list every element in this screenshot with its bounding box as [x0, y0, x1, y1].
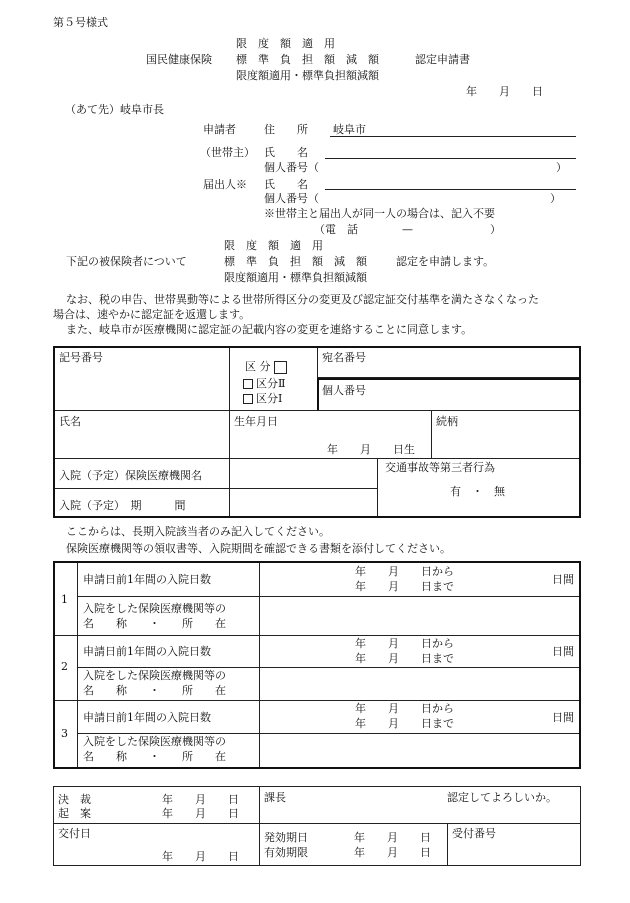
head-personal-no-close: ） — [556, 161, 567, 174]
valid-label: 有効期限 — [264, 846, 308, 859]
addressee: （あて先）岐阜市長 — [65, 103, 164, 116]
kessai-label: 決 裁 — [58, 793, 91, 806]
traffic-label: 交通事故等第三者行為 — [385, 461, 495, 474]
title-line1: 限 度 額 適 用 — [236, 37, 335, 50]
name-label: 氏名 — [59, 415, 81, 428]
kian-date[interactable]: 年 月 日 — [162, 807, 239, 820]
valid-date[interactable]: 年 月 日 — [354, 846, 431, 859]
phone-field[interactable]: （電 話 — ） — [314, 223, 501, 236]
address-value[interactable]: 岐阜市 — [333, 123, 366, 136]
issue-date-label: 交付日 — [58, 827, 91, 840]
title-line2: 標 準 負 担 額 減 額 — [236, 53, 379, 66]
to-2[interactable]: 年 月 日まで — [355, 652, 454, 665]
household-head-label: （世帯主） — [200, 146, 255, 159]
from-2[interactable]: 年 月 日から — [355, 637, 454, 650]
title-line3: 限度額適用・標準負担額減額 — [236, 69, 379, 82]
personal-no-label: 個人番号 — [322, 384, 366, 397]
kubun-checkbox[interactable] — [274, 361, 287, 374]
from-3[interactable]: 年 月 日から — [355, 702, 454, 715]
main-table — [53, 346, 581, 518]
request-line1: 限 度 額 適 用 — [224, 239, 323, 252]
from-1[interactable]: 年 月 日から — [355, 565, 454, 578]
application-date[interactable]: 年 月 日 — [466, 85, 543, 98]
hospital-label: 入院（予定）保険医療機関名 — [59, 469, 202, 482]
title-suffix: 認定申請書 — [415, 53, 470, 66]
effective-date[interactable]: 年 月 日 — [354, 831, 431, 844]
days-unit-3: 日間 — [552, 711, 574, 724]
submitter-personal-no-label: 個人番号（ — [264, 192, 319, 205]
title-prefix: 国民健康保険 — [146, 53, 212, 66]
request-left: 下記の被保険者について — [66, 255, 187, 268]
traffic-yes-no[interactable]: 有 ・ 無 — [450, 485, 505, 498]
head-name-label: 氏 名 — [264, 146, 308, 159]
days-label-1: 申請日前1年間の入院日数 — [83, 573, 211, 586]
days-label-2: 申請日前1年間の入院日数 — [83, 645, 211, 658]
approval-table — [53, 786, 581, 866]
inst-line1-1: 入院をした保険医療機関等の — [83, 602, 226, 615]
long-stay-note-2: 保険医療機関等の領収書等、入院期間を確認できる書類を添付してください。 — [66, 542, 451, 555]
kian-label: 起 案 — [58, 807, 91, 820]
row-number-3: 3 — [61, 727, 68, 740]
row-number-1: 1 — [61, 593, 68, 606]
birth-label: 生年月日 — [234, 415, 278, 428]
inst-line1-2: 入院をした保険医療機関等の — [83, 669, 226, 682]
inst-line1-3: 入院をした保険医療機関等の — [83, 735, 226, 748]
long-stay-note-1: ここからは、長期入院該当者のみ記入してください。 — [66, 525, 330, 538]
kubun2-option[interactable] — [243, 377, 285, 391]
kubun1-checkbox[interactable] — [243, 394, 253, 404]
long-stay-table — [53, 561, 581, 769]
kacho-label: 課長 — [264, 791, 286, 804]
submitter-name-field[interactable] — [325, 189, 576, 190]
paragraph-3: また、岐阜市が医療機関に認定証の記載内容の変更を連絡することに同意します。 — [66, 323, 473, 336]
request-line2: 標 準 負 担 額 減 額 — [224, 255, 367, 268]
record-no-label: 記号番号 — [59, 351, 103, 364]
kubun2-checkbox[interactable] — [243, 379, 253, 389]
head-name-field[interactable] — [325, 158, 576, 159]
effective-label: 発効期日 — [264, 831, 308, 844]
paragraph-1: なお、税の申告、世帯異動等による世帯所得区分の変更及び認定証交付基準を満たさなくなった — [66, 293, 539, 306]
kubun-label — [245, 360, 287, 374]
approve-text: 認定してよろしいか。 — [447, 791, 557, 804]
kubun2-label: 区分Ⅱ — [256, 377, 286, 390]
to-1[interactable]: 年 月 日まで — [355, 580, 454, 593]
submitter-label: 届出人※ — [203, 178, 247, 191]
row-number-2: 2 — [61, 660, 68, 673]
kubun1-label: 区分Ⅰ — [256, 392, 283, 405]
applicant-label: 申請者 — [203, 123, 236, 136]
submitter-personal-no-close: ） — [550, 192, 561, 205]
paragraph-2: 場合は、速やかに認定証を返還します。 — [53, 308, 251, 321]
days-label-3: 申請日前1年間の入院日数 — [83, 711, 211, 724]
submitter-name-label: 氏 名 — [264, 178, 308, 191]
inst-line2-3: 名 称 ・ 所 在 — [83, 750, 226, 763]
to-3[interactable]: 年 月 日まで — [355, 717, 454, 730]
request-line3: 限度額適用・標準負担額減額 — [224, 271, 367, 284]
period-label: 入院（予定） 期 間 — [59, 499, 186, 512]
receipt-label: 受付番号 — [452, 827, 496, 840]
form-number: 第５号様式 — [53, 16, 108, 29]
kubun-text: 区 分 — [245, 360, 271, 373]
address-label: 住 所 — [264, 123, 308, 136]
birth-ymd[interactable]: 年 月 日生 — [327, 443, 415, 456]
inst-line2-2: 名 称 ・ 所 在 — [83, 684, 226, 697]
days-unit-2: 日間 — [552, 645, 574, 658]
address-underline — [330, 136, 576, 137]
kessai-date[interactable]: 年 月 日 — [162, 793, 239, 806]
issue-date[interactable]: 年 月 日 — [162, 850, 239, 863]
head-personal-no-label: 個人番号（ — [264, 161, 319, 174]
relation-label: 続柄 — [436, 415, 458, 428]
request-suffix: 認定を申請します。 — [396, 255, 495, 268]
submitter-note: ※世帯主と届出人が同一人の場合は、記入不要 — [264, 207, 495, 220]
inst-line2-1: 名 称 ・ 所 在 — [83, 617, 226, 630]
atena-label: 宛名番号 — [322, 351, 366, 364]
kubun1-option[interactable] — [243, 392, 282, 406]
days-unit-1: 日間 — [552, 573, 574, 586]
